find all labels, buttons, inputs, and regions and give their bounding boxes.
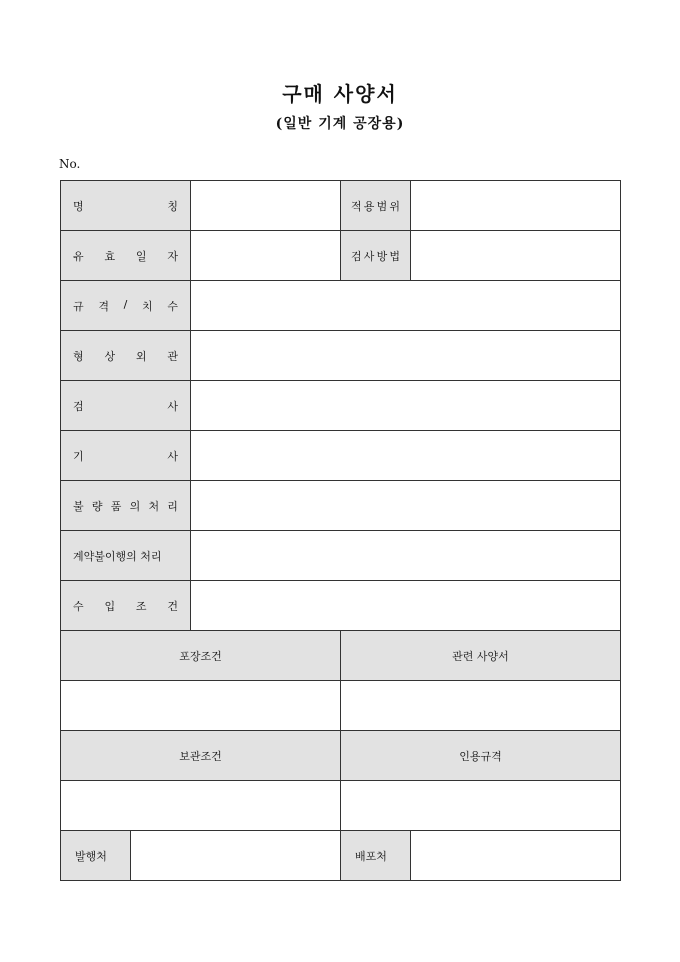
form-row-section-headers-2 — [61, 731, 621, 781]
import-conditions-field[interactable] — [191, 581, 621, 631]
label-method-char: 사 — [363, 249, 375, 263]
storage-conditions-field[interactable] — [61, 781, 341, 831]
spec-form-table — [60, 180, 621, 881]
label-valid-char: 효 — [104, 249, 116, 263]
name-field[interactable] — [191, 181, 341, 231]
form-row-section-values-1 — [61, 681, 621, 731]
label-valid-char: 유 — [73, 249, 84, 263]
label-valid-date — [61, 231, 191, 281]
label-import-conditions — [61, 581, 191, 631]
label-defect-handling — [61, 481, 191, 531]
form-row-issuer — [61, 831, 621, 881]
label-shape-char: 형 — [73, 349, 84, 363]
valid-date-field[interactable] — [191, 231, 341, 281]
label-name-char: 명 — [73, 199, 84, 213]
label-inspection-method — [341, 231, 411, 281]
form-row-defect — [61, 481, 621, 531]
label-scope-char: 적 — [351, 199, 362, 213]
issuer-label: 발행처 — [61, 831, 131, 881]
defect-handling-field[interactable] — [191, 481, 621, 531]
label-shape-char: 상 — [104, 349, 116, 363]
inspection-method-field[interactable] — [411, 231, 621, 281]
label-inspection — [61, 381, 191, 431]
inspection-field[interactable] — [191, 381, 621, 431]
label-defect-char: 처 — [148, 499, 160, 513]
storage-conditions-header: 보관조건 — [61, 731, 341, 781]
document-title: 구매 사양서 — [282, 82, 398, 106]
document-number-label: No. — [59, 157, 81, 171]
citation-standard-field[interactable] — [341, 781, 621, 831]
label-spec-char: / — [123, 297, 128, 311]
technical-field[interactable] — [191, 431, 621, 481]
label-scope — [341, 181, 411, 231]
document-subtitle: (일반 기계 공장용) — [275, 116, 405, 132]
label-spec-char: 규 — [73, 299, 84, 313]
label-inspection-char: 검 — [73, 399, 84, 413]
label-shape-appearance — [61, 331, 191, 381]
label-spec-char: 수 — [167, 299, 178, 313]
label-import-char: 조 — [135, 599, 147, 613]
form-row-spec — [61, 281, 621, 331]
label-spec-char: 치 — [142, 299, 153, 313]
label-defect-char: 량 — [91, 499, 103, 513]
form-row-technical — [61, 431, 621, 481]
related-spec-field[interactable] — [341, 681, 621, 731]
form-row-breach — [61, 531, 621, 581]
label-valid-char: 자 — [167, 249, 178, 263]
distribution-field[interactable] — [411, 831, 621, 881]
label-technical-char: 기 — [73, 449, 84, 463]
label-scope-char: 범 — [376, 199, 388, 213]
label-method-char: 검 — [351, 249, 362, 263]
label-shape-char: 외 — [135, 349, 147, 363]
form-row-inspection — [61, 381, 621, 431]
related-spec-header: 관련 사양서 — [341, 631, 621, 681]
breach-handling-field[interactable] — [191, 531, 621, 581]
form-row-section-headers-1 — [61, 631, 621, 681]
label-technical-char: 사 — [167, 449, 178, 463]
label-inspection-char: 사 — [167, 399, 178, 413]
label-method-char: 법 — [389, 249, 400, 263]
label-technical — [61, 431, 191, 481]
form-row-import — [61, 581, 621, 631]
shape-appearance-field[interactable] — [191, 331, 621, 381]
distribution-label: 배포처 — [341, 831, 411, 881]
label-defect-char: 리 — [167, 499, 178, 513]
form-row-name — [61, 181, 621, 231]
label-name-char: 칭 — [167, 199, 178, 213]
label-defect-char: 품 — [110, 499, 122, 513]
label-import-char: 수 — [73, 599, 84, 613]
issuer-field[interactable] — [131, 831, 341, 881]
label-import-char: 입 — [104, 599, 116, 613]
form-row-valid-date — [61, 231, 621, 281]
spec-dimension-field[interactable] — [191, 281, 621, 331]
packing-conditions-field[interactable] — [61, 681, 341, 731]
packing-conditions-header: 포장조건 — [61, 631, 341, 681]
label-defect-char: 의 — [129, 499, 141, 513]
label-shape-char: 관 — [167, 349, 178, 363]
citation-standard-header: 인용규격 — [341, 731, 621, 781]
scope-field[interactable] — [411, 181, 621, 231]
label-spec-char: 격 — [98, 299, 109, 313]
label-valid-char: 일 — [135, 249, 147, 263]
label-name — [61, 181, 191, 231]
label-scope-char: 용 — [363, 199, 375, 213]
form-row-shape — [61, 331, 621, 381]
label-defect-char: 불 — [73, 499, 84, 513]
label-scope-char: 위 — [389, 199, 400, 213]
label-method-char: 방 — [376, 249, 388, 263]
label-import-char: 건 — [167, 599, 178, 613]
label-spec-dimension — [61, 281, 191, 331]
form-row-section-values-2 — [61, 781, 621, 831]
label-breach-handling: 계약불이행의 처리 — [61, 531, 191, 581]
